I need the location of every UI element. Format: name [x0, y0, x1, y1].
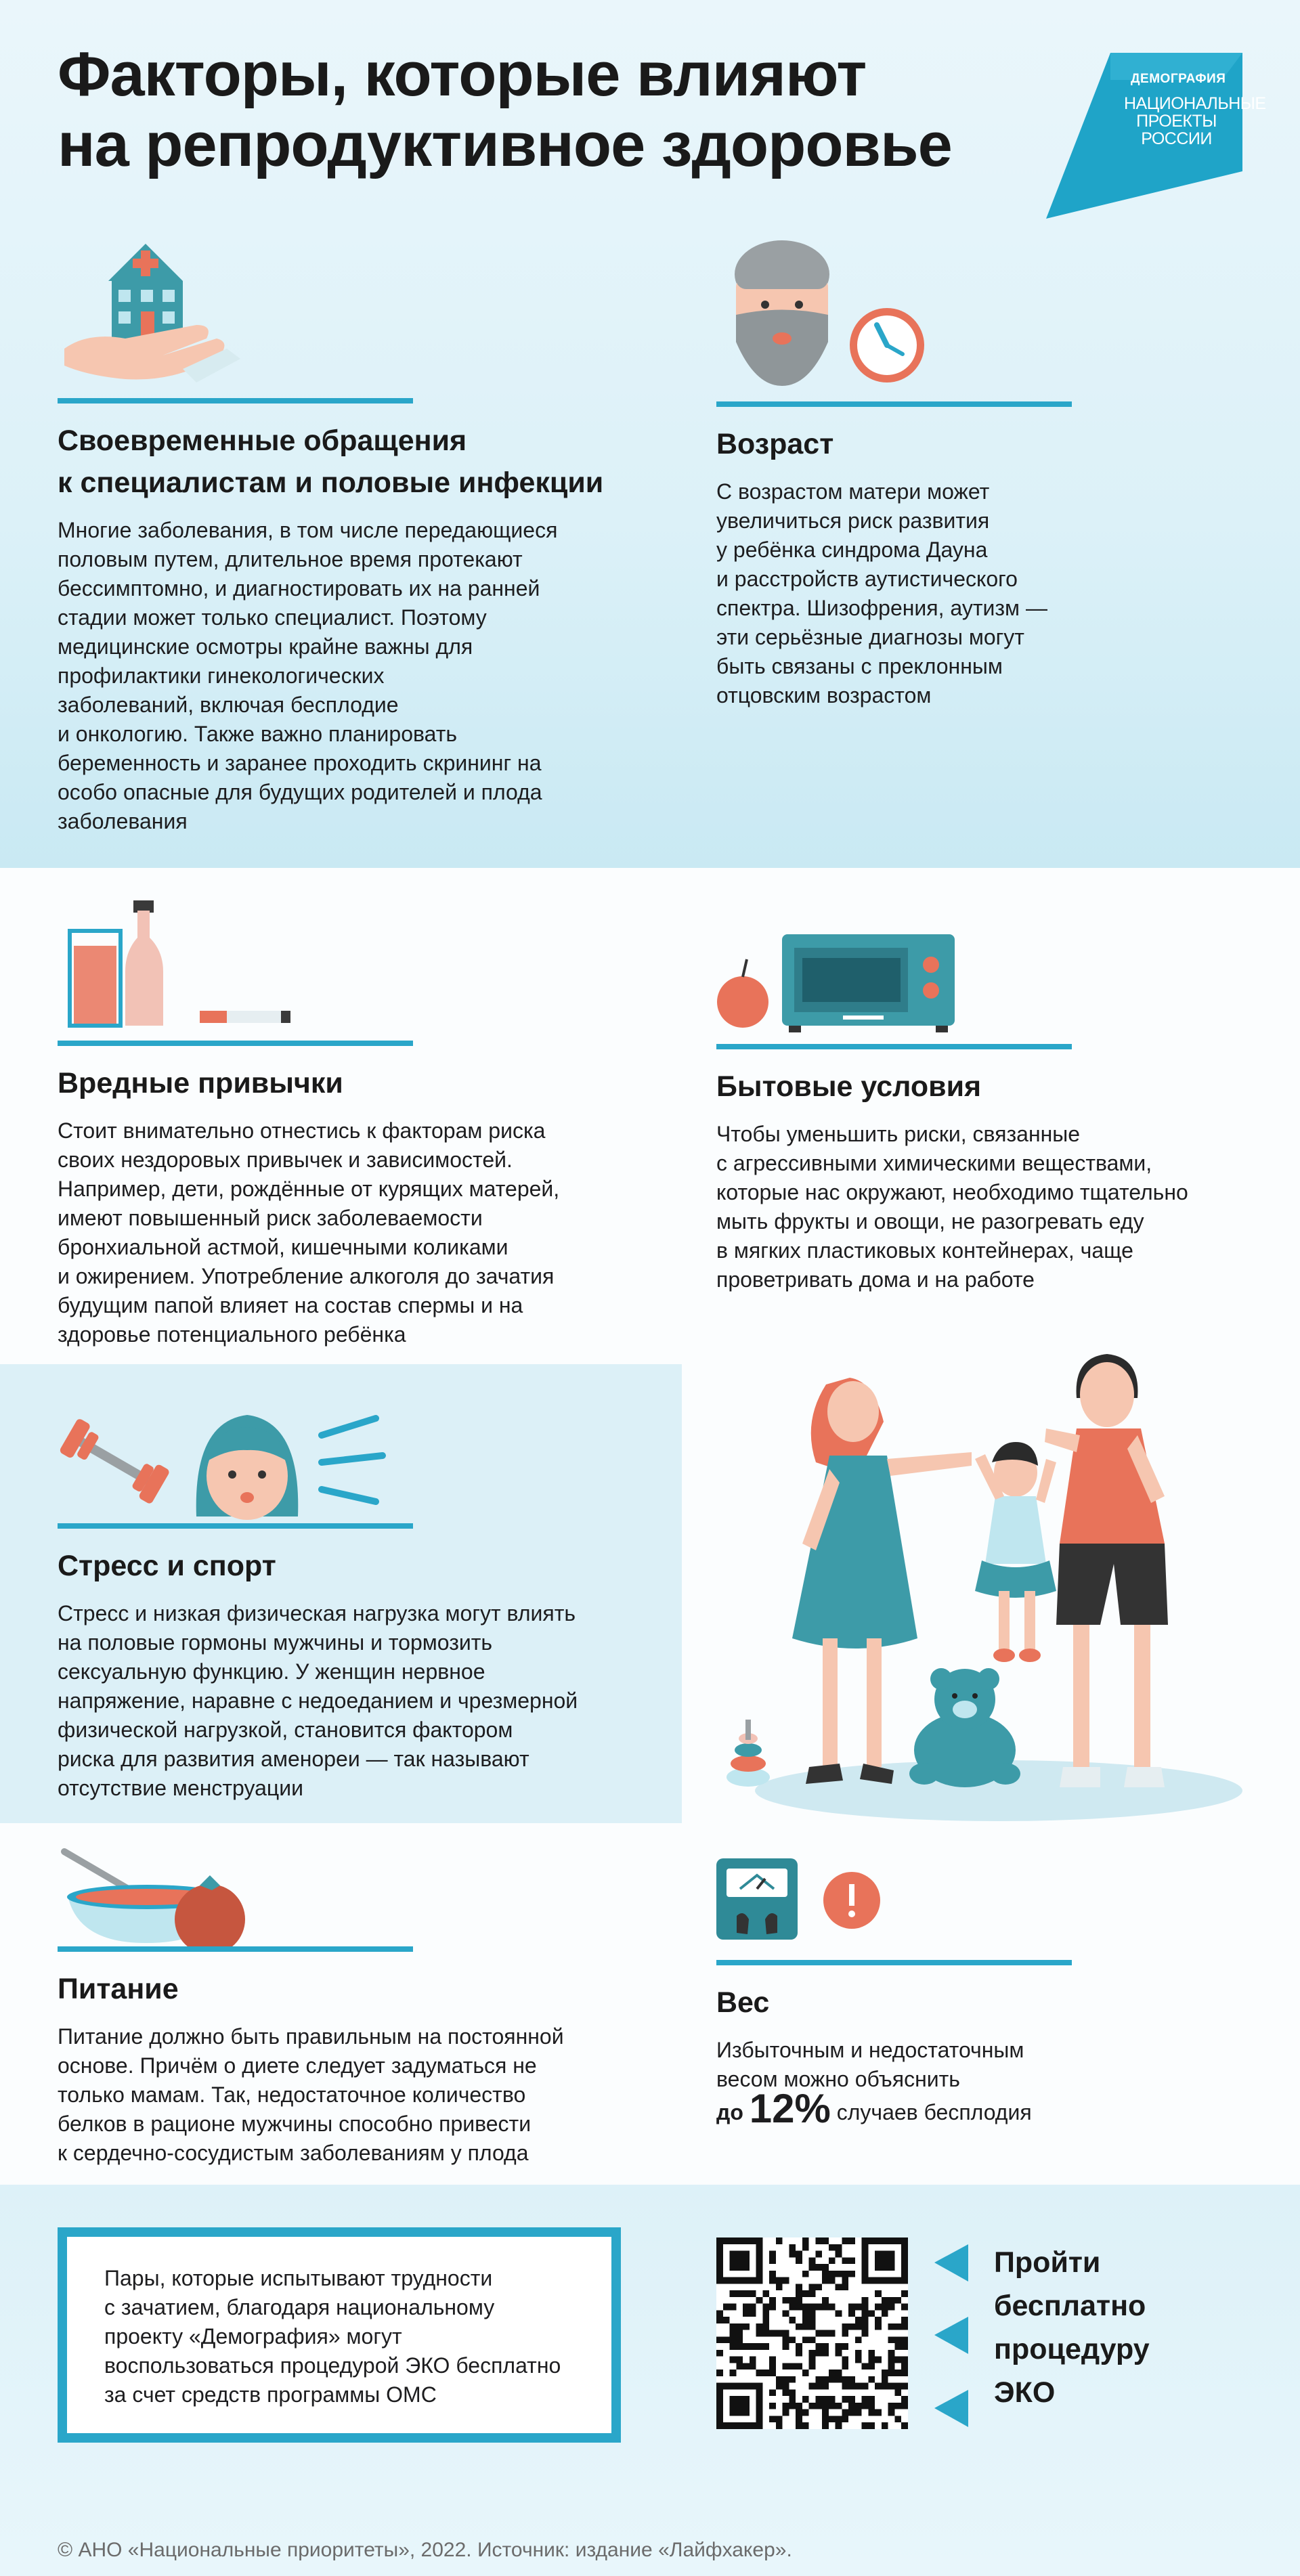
qr-code[interactable] [716, 2237, 908, 2429]
bad-habits-icon [64, 897, 295, 1032]
section-divider [716, 1044, 1072, 1049]
section-divider [58, 1523, 413, 1529]
eco-cta[interactable]: Пройти бесплатно процедуру ЭКО [994, 2246, 1150, 2409]
stress-sport-icon [51, 1395, 396, 1523]
section-weight [716, 1960, 1258, 2131]
footer-source: © АНО «Национальные приоритеты», 2022. Источник: издание «Лайфхакер». [58, 2539, 792, 2561]
section-divider [58, 1946, 413, 1952]
section-divider [58, 1041, 413, 1046]
section-text: С возрастом матери может увеличиться риск развития у ребёнка синдрома Дауна и расстройств аутистического спектра. Шизофрения, аутизм — эти серьёзные диагнозы могут быть связаны с преклонным отцовским возрастом [716, 479, 1047, 707]
section-text: Стресс и низкая физическая нагрузка могут влиять на половые гормоны мужчины и тормозить сексуальную функцию. У женщин нервное напряжение, наравне с недоеданием и чрезмерной физической нагрузкой, становится фактором риска для развития аменореи — так называют отсутствие менструации [58, 1601, 578, 1800]
section-home [716, 1044, 1285, 1294]
section-habits [58, 1041, 667, 1349]
arrow-icons [931, 2241, 972, 2430]
old-man-clock-icon [728, 240, 931, 389]
section-text: Избыточным и недостаточным весом можно объяснить до 12% случаев бесплодия [716, 2038, 1032, 2131]
logo-national-projects: НАЦИОНАЛЬНЫЕ ПРОЕКТЫ РОССИИ [1124, 94, 1266, 148]
page-title: Факторы, которые влияют на репродуктивное здоровье [58, 40, 952, 179]
weight-percent: 12% [749, 2086, 831, 2131]
hospital-hand-icon [61, 230, 244, 393]
family-illustration [721, 1340, 1263, 1828]
nutrition-icon [58, 1848, 254, 1950]
section-age [716, 401, 1258, 710]
section-title: Вредные привычки [58, 1067, 343, 1099]
home-conditions-icon [714, 931, 958, 1032]
section-text: Стоит внимательно отнестись к факторам риска своих нездоровых привычек и зависимостей. Например, дети, рождённые от курящих матерей, имеют повышенный риск заболеваемости бронхиальной астмой, кишечными коликами и ожирением. Употребление алкоголя до зачатия будущим папой влияет на состав спермы и на здоровье потенциального ребёнка [58, 1118, 560, 1347]
section-nutrition [58, 1946, 667, 2168]
section-text: Питание должно быть правильным на постоянной основе. Причём о диете следует задуматься не только мамам. Так, недостаточное количество белков в рационе мужчины способно привести к сердечно-сосудистым заболеваниям у плода [58, 2024, 564, 2165]
eco-info-box [58, 2227, 621, 2443]
section-divider [716, 1960, 1072, 1965]
section-text: Многие заболевания, в том числе передающиеся половым путем, длительное время протекают бессимптомно, и диагностировать их на ранней стадии может только специалист. Поэтому медицинские осмотры крайне важны для профилактики гинекологических заболеваний, включая бесплодие и онкологию. Также важно планировать беременность и заранее проходить скрининг на особо опасные для будущих родителей и плода заболевания [58, 518, 558, 833]
section-title: Своевременные обращения к специалистам и половые инфекции [58, 424, 604, 499]
logo-demography: ДЕМОГРАФИЯ [1131, 72, 1226, 86]
section-specialists [58, 398, 667, 836]
section-title: Стресс и спорт [58, 1550, 276, 1582]
eco-text: Пары, которые испытывают трудности с зачатием, благодаря национальному проекту «Демография» могут воспользоваться процедурой ЭКО бесплатно за счет средств программы ОМС [104, 2266, 561, 2407]
weight-prefix: до [716, 2100, 743, 2124]
section-title: Возраст [716, 428, 834, 460]
section-stress [58, 1523, 667, 1803]
section-title: Вес [716, 1986, 770, 2019]
weight-suffix: случаев бесплодия [836, 2100, 1032, 2124]
section-title: Питание [58, 1973, 179, 2005]
section-title: Бытовые условия [716, 1070, 982, 1103]
weight-icon [716, 1858, 886, 1943]
section-divider [716, 401, 1072, 407]
section-text: Чтобы уменьшить риски, связанные с агрессивными химическими веществами, которые нас окружают, необходимо тщательно мыть фрукты и овощи, не разогревать еду в мягких пластиковых контейнерах, чаще проветривать дома и на работе [716, 1122, 1188, 1292]
section-divider [58, 398, 413, 403]
